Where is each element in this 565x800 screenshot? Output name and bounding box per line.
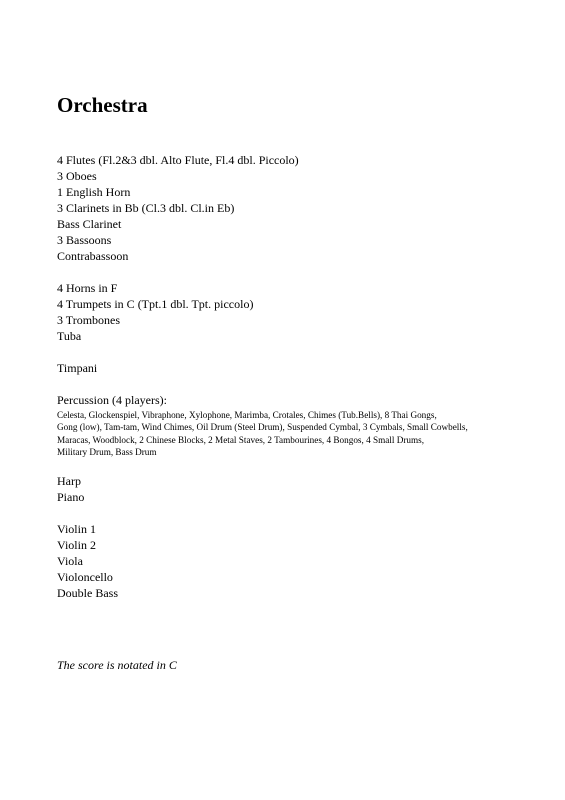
timpani-group xyxy=(57,360,527,376)
instrument-line: 4 Trumpets in C (Tpt.1 dbl. Tpt. piccolo) xyxy=(57,297,254,311)
instrumentation-list xyxy=(57,152,527,617)
instrument-line: 3 Trombones xyxy=(57,313,121,327)
instrument-line: Contrabassoon xyxy=(57,249,129,263)
instrument-line: 1 English Horn xyxy=(57,185,131,199)
instrument-line: Timpani xyxy=(57,361,98,375)
instrument-line: Viola xyxy=(57,553,83,568)
score-note: The score is notated in C xyxy=(57,658,177,672)
instrument-line: 3 Bassoons xyxy=(57,233,112,247)
strings-group xyxy=(57,521,527,601)
instrument-line: Bass Clarinet xyxy=(57,217,122,231)
instrument-line: Double Bass xyxy=(57,585,118,600)
percussion-detail-line: Celesta, Glockenspiel, Vibraphone, Xylophone, Marimba, Crotales, Chimes (Tub.Bells), 8 Thai Gongs, xyxy=(57,410,437,420)
percussion-detail-line: Gong (low), Tam-tam, Wind Chimes, Oil Drum (Steel Drum), Suspended Cymbal, 3 Cymbals, Small Cowbells, xyxy=(57,422,468,433)
instrument-line: 4 Horns in F xyxy=(57,281,118,295)
instrument-line: Violin 1 xyxy=(57,521,96,536)
percussion-group xyxy=(57,392,527,459)
brass-group xyxy=(57,280,527,344)
keyboards-group xyxy=(57,473,527,505)
instrument-line: 3 Oboes xyxy=(57,169,97,183)
instrument-line: Violoncello xyxy=(57,569,113,584)
instrument-line: Violin 2 xyxy=(57,537,96,552)
woodwinds-group xyxy=(57,152,527,264)
page-title: Orchestra xyxy=(57,93,148,117)
percussion-detail-line: Military Drum, Bass Drum xyxy=(57,447,157,458)
percussion-heading: Percussion (4 players): xyxy=(57,393,167,407)
percussion-detail-line: Maracas, Woodblock, 2 Chinese Blocks, 2 Metal Staves, 2 Tambourines, 4 Bongos, 4 Small Drums, xyxy=(57,434,425,445)
instrument-line: Piano xyxy=(57,489,85,504)
instrument-line: Harp xyxy=(57,473,81,488)
instrument-line: 3 Clarinets in Bb (Cl.3 dbl. Cl.in Eb) xyxy=(57,201,235,215)
instrument-line: Tuba xyxy=(57,329,82,343)
instrument-line: 4 Flutes (Fl.2&3 dbl. Alto Flute, Fl.4 dbl. Piccolo) xyxy=(57,153,299,167)
